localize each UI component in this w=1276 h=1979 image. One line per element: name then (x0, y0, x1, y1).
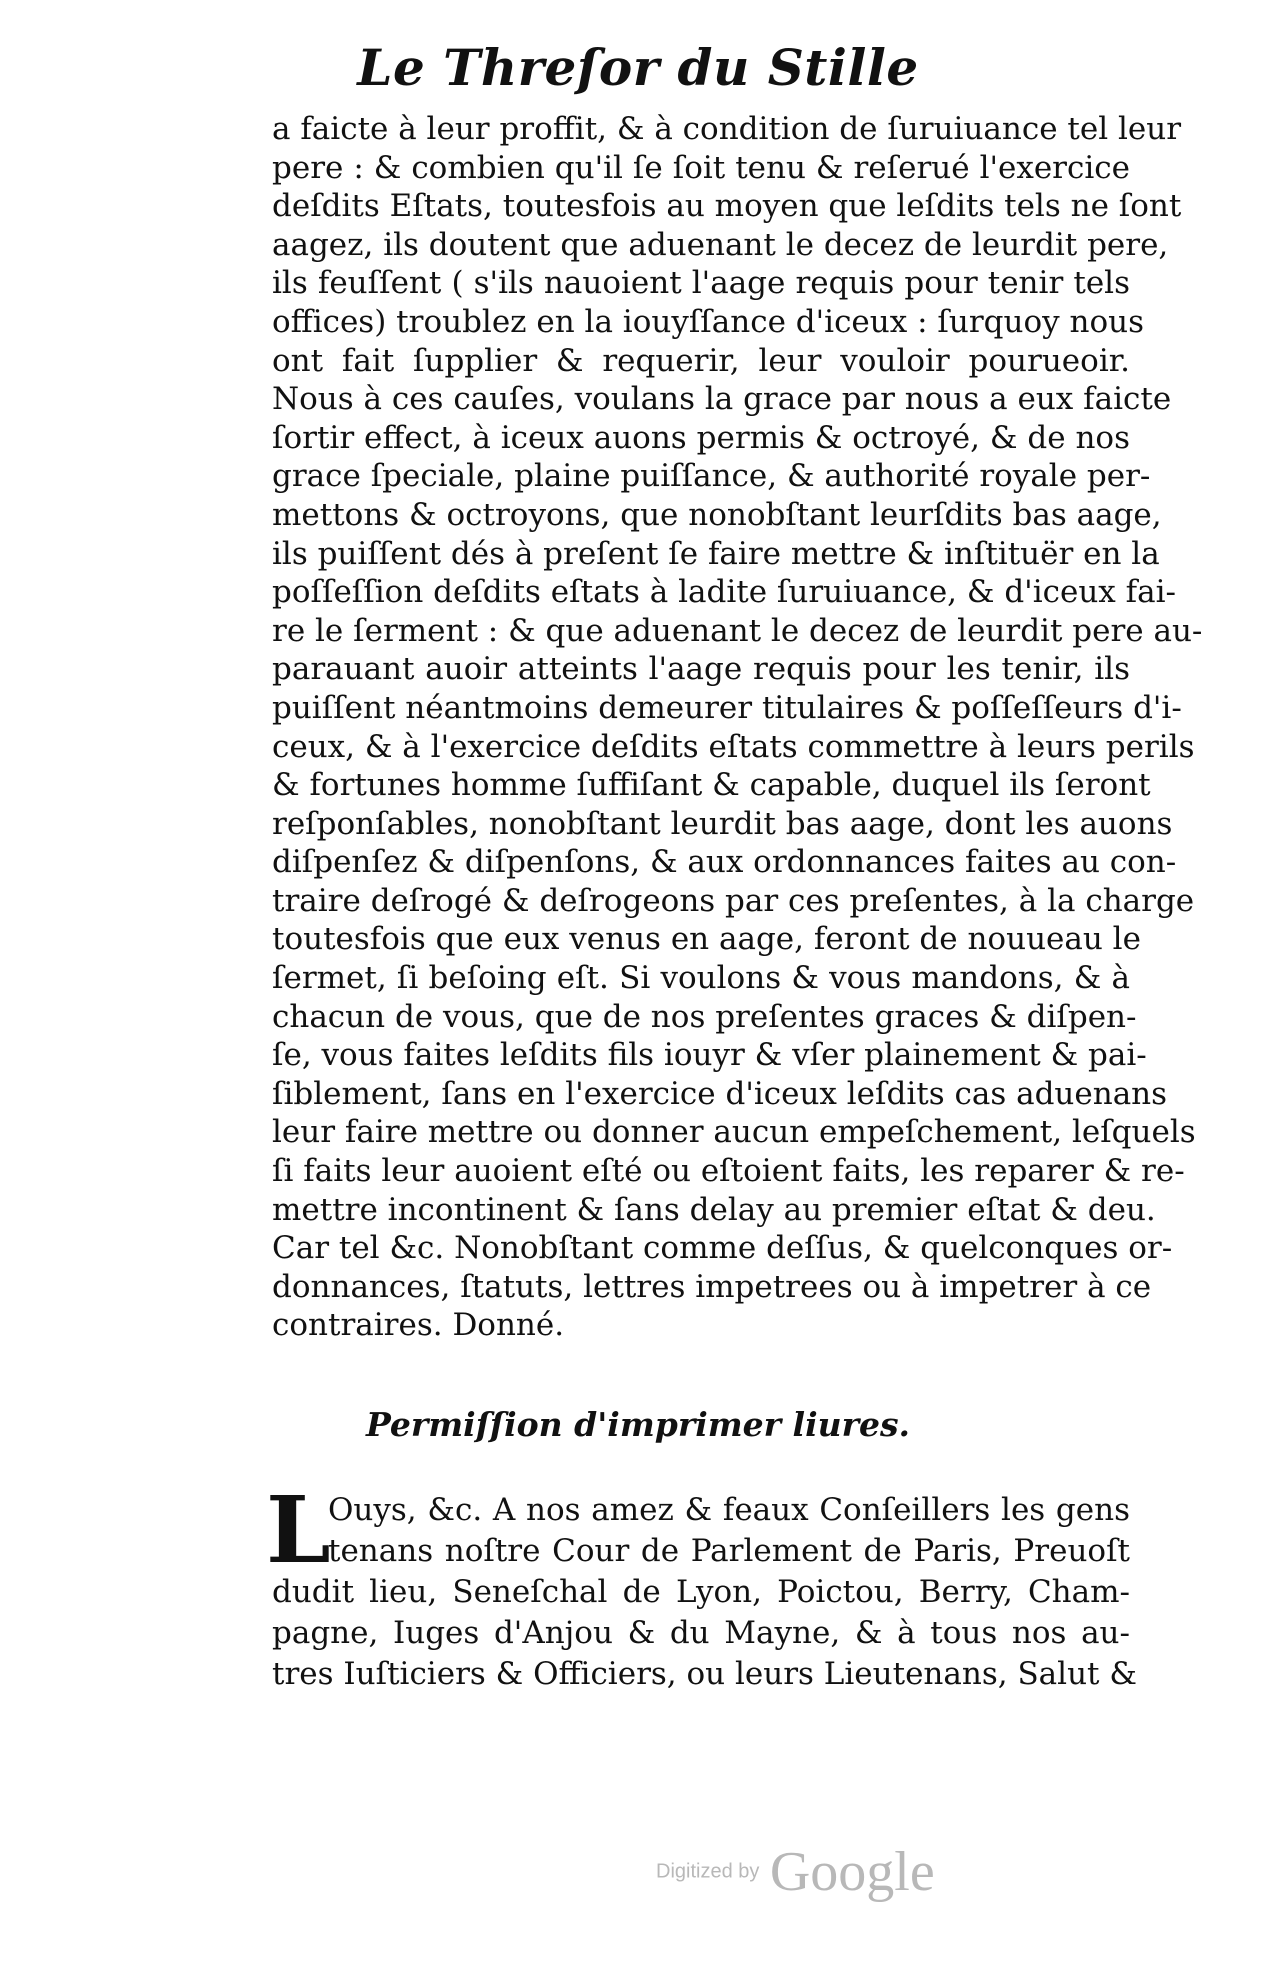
body-line: chacun de vous, que de nos preſentes graces & diſpen- (272, 998, 1137, 1035)
body-line: traire deſrogé & deſrogeons par ces preſentes, à la charge (272, 882, 1195, 919)
body-line: ſiblement, ſans en l'exercice d'iceux leſdits cas aduenans (272, 1075, 1168, 1112)
body-line: grace ſpeciale, plaine puiſſance, & authorité royale per- (272, 458, 1151, 495)
body-line: contraires. Donné. (272, 1307, 565, 1344)
letter-text-block (266, 1476, 1137, 1695)
body-line: aagez, ils doutent que aduenant le decez de leurdit pere, (272, 226, 1169, 263)
body-line: mettons & octroyons, que nonobſtant leurſdits bas aage, (272, 496, 1162, 533)
body-line: leur faire mettre ou donner aucun empeſchement, leſquels (272, 1114, 1196, 1151)
body-line: diſpenſez & diſpenſons, & aux ordonnances faites au con- (272, 844, 1177, 881)
digitized-by-watermark (656, 1840, 935, 1904)
body-line: ont fait ſupplier & requerir, leur vouloir pourueoir. (272, 342, 1130, 379)
body-line: re le ſerment : & que aduenant le decez de leurdit pere au- (272, 612, 1203, 649)
body-line: puiſſent néantmoins demeurer titulaires & poſſeſſeurs d'i- (272, 689, 1182, 726)
drop-cap: L (266, 1476, 331, 1584)
body-line: poſſeſſion deſdits eſtats à ladite ſuruiuance, & d'iceux fai- (272, 574, 1176, 611)
body-line: & fortunes homme ſuffiſant & capable, duquel ils ſeront (272, 767, 1151, 804)
body-line: toutesfois que eux venus en aage, feront de nouueau le (272, 921, 1141, 958)
body-line: ſortir effect, à iceux auons permis & octroyé, & de nos (272, 419, 1130, 456)
body-line: ſi faits leur auoient eſté ou eſtoient faits, les reparer & re- (272, 1153, 1185, 1190)
body-line: pere : & combien qu'il ſe ſoit tenu & reſerué l'exercice (272, 149, 1130, 186)
body-line: donnances, ſtatuts, lettres impetrees ou à impetrer à ce (272, 1268, 1152, 1305)
watermark-prefix: Digitized by (656, 1860, 760, 1883)
section-heading: Permiſſion d'imprimer liures. (365, 1405, 911, 1444)
watermark-brand: Google (769, 1841, 935, 1903)
body-line: ſe, vous faites leſdits fils iouyr & vſer plainement & pai- (272, 1037, 1147, 1074)
letter-line: dudit lieu, Seneſchal de Lyon, Poictou, Berry, Cham- (272, 1574, 1130, 1610)
body-line: deſdits Eſtats, toutesfois au moyen que leſdits tels ne ſont (272, 188, 1182, 225)
running-head: Le Threſor du Stille (357, 38, 919, 97)
body-line: Nous à ces cauſes, voulans la grace par nous a eux faicte (272, 381, 1172, 418)
body-line: Car tel &c. Nonobſtant comme deſſus, & quelconques or- (272, 1230, 1173, 1267)
letter-line: Ouys, &c. A nos amez & feaux Conſeillers les gens (328, 1492, 1130, 1528)
letter-line: pagne, Iuges d'Anjou & du Mayne, & à tous nos au- (272, 1615, 1130, 1651)
body-line: a faicte à leur proffit, & à condition de ſuruiuance tel leur (272, 111, 1182, 147)
letter-line: tres Iuſticiers & Officiers, ou leurs Lieutenans, Salut & (272, 1656, 1137, 1692)
body-line: ceux, & à l'exercice deſdits eſtats commettre à leurs perils (272, 728, 1195, 765)
body-line: ſermet, ſi beſoing eſt. Si voulons & vous mandons, & à (272, 960, 1130, 997)
body-text-block (272, 110, 1203, 1345)
body-line: ils feuſſent ( s'ils nauoient l'aage requis pour tenir tels (272, 265, 1130, 302)
body-line: parauant auoir atteints l'aage requis pour les tenir, ils (272, 651, 1130, 688)
body-line: offices) troublez en la iouyſſance d'iceux : ſurquoy nous (272, 303, 1144, 340)
body-line: reſponſables, nonobſtant leurdit bas aage, dont les auons (272, 805, 1173, 842)
body-line: ils puiſſent dés à preſent ſe faire mettre & inſtituër en la (272, 535, 1160, 572)
letter-line: tenans noſtre Cour de Parlement de Paris, Preuoſt (328, 1533, 1130, 1569)
body-line: mettre incontinent & ſans delay au premier eſtat & deu. (272, 1191, 1156, 1228)
